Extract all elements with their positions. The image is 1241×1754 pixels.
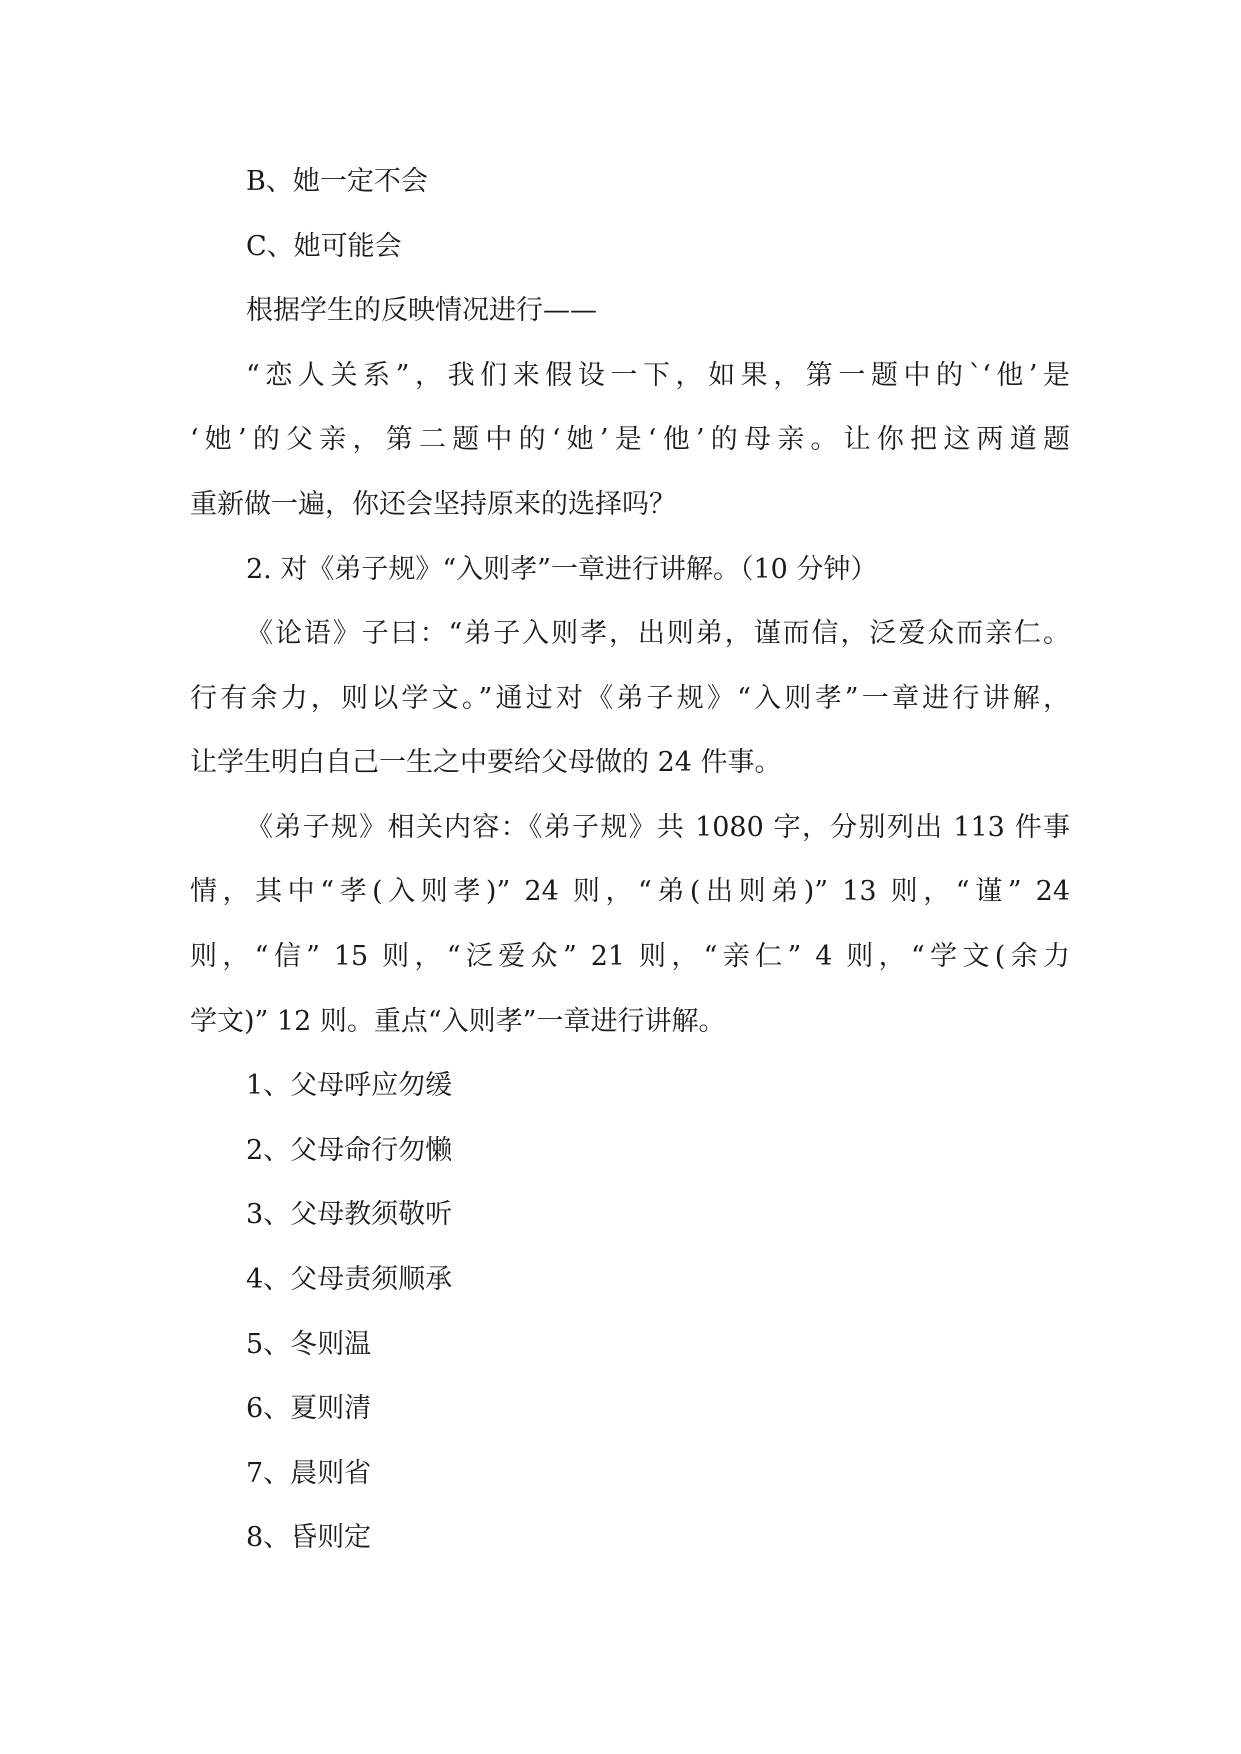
paragraph-line: 则，“信” 15 则，“泛爱众” 21 则，“亲仁” 4 则，“学文(余力: [190, 941, 1070, 972]
option-c: C、她可能会: [246, 231, 402, 262]
list-item: 2、父母命行勿懒: [246, 1135, 453, 1166]
paragraph-line: 《论语》子曰：“弟子入则孝，出则弟，谨而信，泛爱众而亲仁。: [246, 618, 1070, 649]
paragraph-line: 《弟子规》相关内容：《弟子规》共 1080 字，分别列出 113 件事: [246, 812, 1070, 843]
list-item: 5、冬则温: [246, 1329, 372, 1360]
list-item: 7、晨则省: [246, 1458, 372, 1489]
paragraph-line: 情，其中“孝(入则孝)” 24 则，“弟(出则弟)” 13 则，“谨” 24: [190, 876, 1070, 907]
list-item: 6、夏则清: [246, 1393, 372, 1424]
option-b: B、她一定不会: [246, 166, 428, 197]
paragraph-line: ‘她’的父亲，第二题中的‘她’是‘他’的母亲。让你把这两道题: [190, 424, 1070, 455]
paragraph-line: 根据学生的反映情况进行——: [246, 295, 597, 326]
paragraph-line: 重新做一遍，你还会坚持原来的选择吗？: [190, 489, 676, 520]
list-item: 1、父母呼应勿缓: [246, 1070, 453, 1101]
section-heading: 2. 对《弟子规》“入则孝”一章进行讲解。（10 分钟）: [246, 554, 878, 585]
list-item: 8、昏则定: [246, 1522, 372, 1553]
paragraph-line: 学文)” 12 则。重点“入则孝”一章进行讲解。: [190, 1006, 726, 1037]
list-item: 3、父母教须敬听: [246, 1199, 453, 1230]
paragraph-line: “恋人关系”，我们来假设一下，如果，第一题中的`‘他’是: [246, 360, 1070, 391]
paragraph-line: 行有余力，则以学文。”通过对《弟子规》“入则孝”一章进行讲解，: [190, 683, 1070, 714]
paragraph-line: 让学生明白自己一生之中要给父母做的 24 件事。: [190, 747, 782, 778]
list-item: 4、父母责须顺承: [246, 1264, 453, 1295]
